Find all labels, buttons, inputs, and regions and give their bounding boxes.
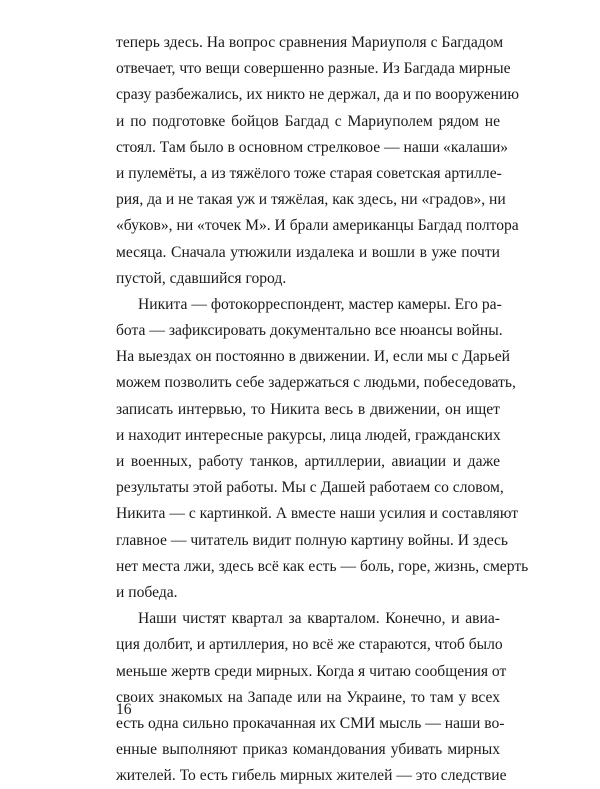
text-line: можем позволить себе задержаться с людьми, побеседовать, bbox=[116, 374, 516, 392]
text-line: жителей. То есть гибель мирных жителей — это следствие bbox=[116, 767, 507, 785]
text-line: записать интервью, то Никита весь в движении, он ищет bbox=[116, 400, 500, 418]
text-line: и военных, работу танков, артиллерии, авиации и даже bbox=[116, 453, 500, 470]
text-line: отвечает, что вещи совершенно разные. Из Багдада мирные bbox=[116, 60, 511, 78]
text-line: главное — читатель видит полную картину войны. И здесь bbox=[116, 531, 509, 549]
text-line: сразу разбежались, их никто не держал, да и по вооружению bbox=[116, 86, 520, 104]
text-line: месяца. Сначала утюжили издалека и вошли в уже почти bbox=[116, 243, 500, 261]
text-line: результаты этой работы. Мы с Дашей работаем со словом, bbox=[116, 479, 504, 497]
paragraph-first-line: Никита — фотокорреспондент, мастер камеры. Его ра- bbox=[138, 295, 502, 313]
text-line: и находит интересные ракурсы, лица людей, гражданских bbox=[116, 426, 501, 444]
text-line: стоял. Там было в основном стрелковое — наши «калаши» bbox=[116, 138, 509, 156]
text-line: теперь здесь. На вопрос сравнения Мариуполя с Багдадом bbox=[116, 34, 504, 51]
text-line: и по подготовке бойцов Багдад с Мариуполем рядом не bbox=[116, 112, 500, 130]
text-line: и победа. bbox=[116, 583, 178, 601]
text-line: своих знакомых на Западе или на Украине, то там у всех bbox=[116, 688, 500, 706]
text-line: есть одна сильно прокачанная их СМИ мысль — наши во- bbox=[116, 714, 505, 732]
text-line: Никита — с картинкой. А вместе наши усилия и составляют bbox=[116, 505, 519, 523]
body-text bbox=[116, 30, 529, 789]
text-line: нет места лжи, здесь всё как есть — боль, горе, жизнь, смерть bbox=[116, 557, 529, 575]
paragraph-first-line: Наши чистят квартал за кварталом. Конечно, и авиа- bbox=[138, 610, 500, 628]
text-line: На выездах он постоянно в движении. И, если мы с Дарьей bbox=[116, 348, 510, 366]
text-line: меньше жертв среди мирных. Когда я читаю сообщения от bbox=[116, 662, 507, 680]
text-line: бота — зафиксировать документально все нюансы войны. bbox=[116, 322, 503, 340]
page-number: 16 bbox=[116, 701, 132, 718]
text-line: рия, да и не такая уж и тяжёлая, как здесь, ни «градов», ни bbox=[116, 191, 506, 209]
text-line: «буков», ни «точек М». И брали американцы Багдад полтора bbox=[116, 217, 519, 235]
text-line: енные выполняют приказ командования убивать мирных bbox=[116, 741, 500, 759]
text-line: и пулемёты, а из тяжёлого тоже старая советская артилле- bbox=[116, 164, 502, 182]
text-line: ция долбит, и артиллерия, но всё же стараются, чтоб было bbox=[116, 636, 503, 654]
text-line: пустой, сдавшийся город. bbox=[116, 269, 287, 287]
